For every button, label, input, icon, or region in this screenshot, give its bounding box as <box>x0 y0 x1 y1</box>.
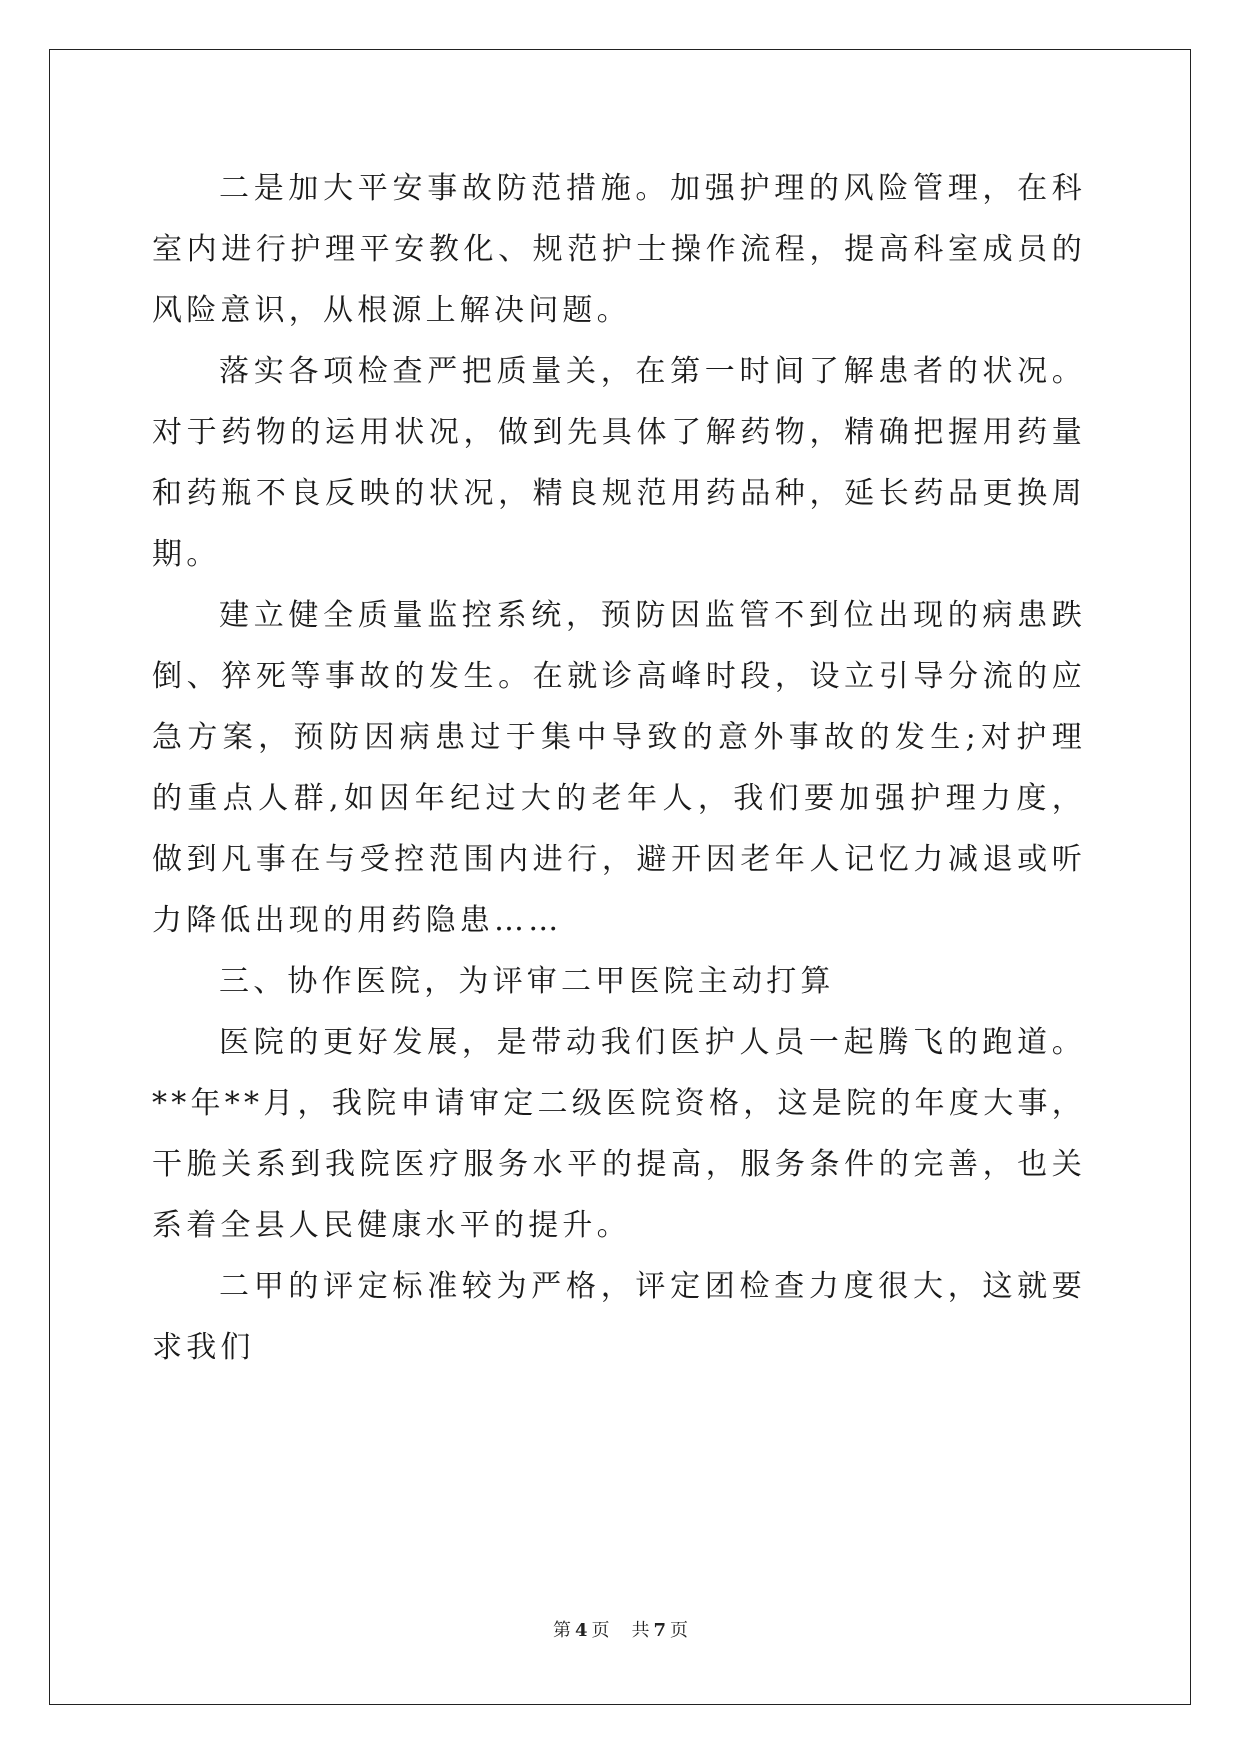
total-pages: 7 <box>653 1620 667 1641</box>
paragraph: 二是加大平安事故防范措施。加强护理的风险管理，在科室内进行护理平安教化、规范护士操作流程，提高科室成员的风险意识，从根源上解决问题。 <box>152 171 1086 328</box>
paragraph: 医院的更好发展，是带动我们医护人员一起腾飞的跑道。**年**月，我院申请审定二级医院资格，这是院的年度大事，干脆关系到我院医疗服务水平的提高，服务条件的完善，也关系着全县人民健康水平的提升。 <box>152 1025 1086 1243</box>
paragraph: 落实各项检查严把质量关，在第一时间了解患者的状况。对于药物的运用状况，做到先具体了解药物，精确把握用药量和药瓶不良反映的状况，精良规范用药品种，延长药品更换周期。 <box>152 354 1086 572</box>
page-prefix: 第 <box>552 1620 571 1641</box>
document-body <box>152 158 1086 1378</box>
total-prefix: 共 <box>631 1620 650 1641</box>
page-suffix: 页 <box>591 1620 610 1641</box>
total-suffix: 页 <box>670 1620 689 1641</box>
paragraph: 二甲的评定标准较为严格，评定团检查力度很大，这就要求我们 <box>152 1269 1086 1365</box>
paragraph: 建立健全质量监控系统，预防因监管不到位出现的病患跌倒、猝死等事故的发生。在就诊高峰时段，设立引导分流的应急方案，预防因病患过于集中导致的意外事故的发生;对护理的重点人群,如因年纪过大的老年人，我们要加强护理力度，做到凡事在与受控范围内进行，避开因老年人记忆力减退或听力降低出现的用药隐患…… <box>152 598 1086 938</box>
page-footer <box>0 1619 1241 1643</box>
section-heading: 三、协作医院，为评审二甲医院主动打算 <box>219 964 835 999</box>
page-number: 4 <box>574 1620 588 1641</box>
